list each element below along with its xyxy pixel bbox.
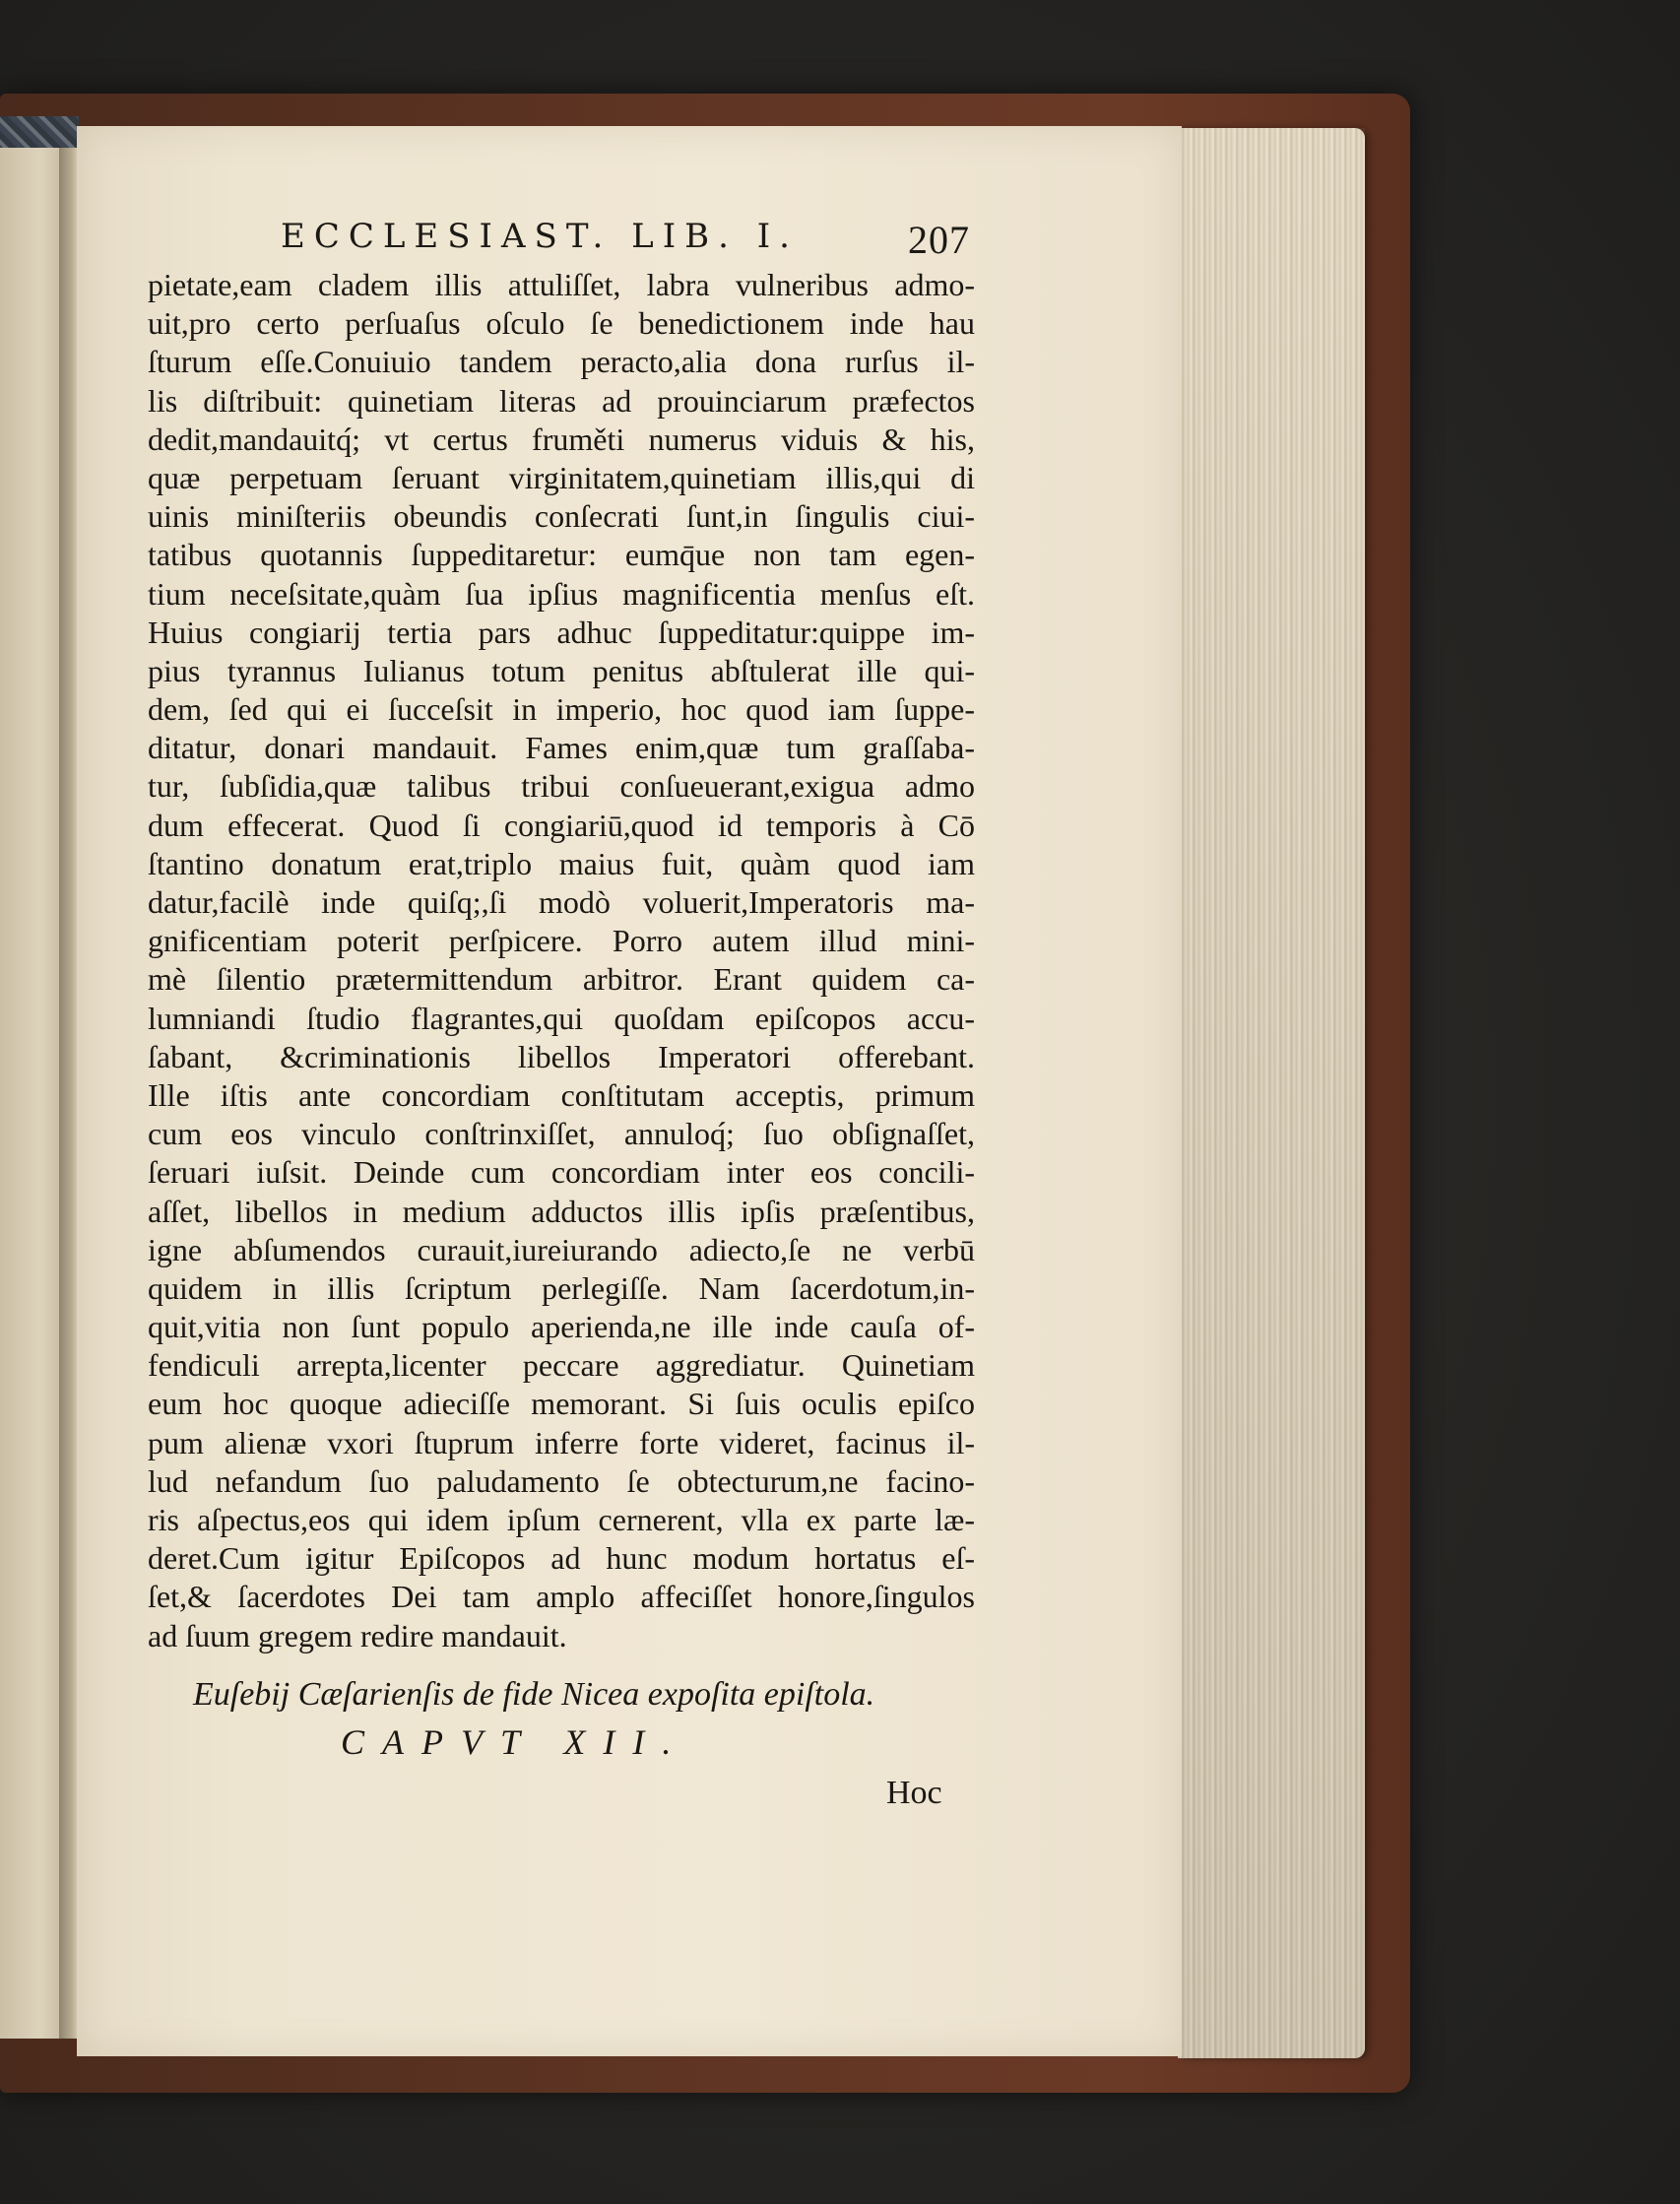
text-line: ſet,& ſacerdotes Dei tam amplo affeciſſet honore,ſingulos [148, 1579, 975, 1615]
text-line: quæ perpetuam ſeruant virginitatem,quinetiam illis,qui di [148, 459, 975, 495]
text-line: Huius congiarij tertia pars adhuc ſuppeditatur:quippe im- [148, 614, 975, 650]
chapter-caption: Euſebij Cæſarienſis de fide Nicea expoſita epiſtola. [193, 1676, 875, 1713]
text-line: dum effecerat. Quod ſi congiariū,quod id temporis à Cō [148, 807, 975, 843]
text-line: pum alienæ vxori ſtuprum inferre forte videret, facinus il- [148, 1424, 975, 1460]
fore-edge-shading [1178, 128, 1365, 2058]
text-line: igne abſumendos curauit,iureiurando adiecto,ſe ne verbū [148, 1231, 975, 1267]
text-line: deret.Cum igitur Epiſcopos ad hunc modum hortatus eſ- [148, 1540, 975, 1577]
text-line: gnificentiam poterit perſpicere. Porro autem illud mini- [148, 923, 975, 959]
text-line: dedit,mandauitq́; vt certus fruměti numerus viduis & his, [148, 421, 975, 457]
text-line: ris aſpectus,eos qui idem ipſum cernerent, vlla ex parte læ- [148, 1502, 975, 1537]
text-line: pietate,eam cladem illis attuliſſet, labra vulneribus admo- [148, 267, 975, 302]
page-number: 207 [908, 218, 970, 262]
text-line: cum eos vinculo conſtrinxiſſet, annuloq́; ſuo obſignaſſet, [148, 1116, 975, 1152]
text-line: Ille iſtis ante concordiam conſtitutam acceptis, primum [148, 1076, 975, 1113]
text-line: ſturum eſſe.Conuiuio tandem peracto,alia dona rurſus il- [148, 344, 975, 380]
left-page-edge [0, 148, 67, 2039]
text-line: dem, ſed qui ei ſucceſsit in imperio, hoc quod iam ſuppe- [148, 691, 975, 728]
text-line: eum hoc quoque adieciſſe memorant. Si ſuis oculis epiſco [148, 1386, 975, 1422]
running-title: ECCLESIAST. LIB. I. [281, 217, 799, 256]
text-line: tur, ſubſidia,quæ talibus tribui conſueuerant,exigua admo [148, 768, 975, 805]
text-line: aſſet, libellos in medium adductos illis ipſis præſentibus, [148, 1193, 975, 1229]
body-text [148, 266, 975, 1655]
text-line: quit,vitia non ſunt populo aperienda,ne ille inde cauſa of- [148, 1309, 975, 1345]
text-line: datur,facilè inde quiſq;,ſi modò voluerit,Imperatoris ma- [148, 884, 975, 920]
text-line: pius tyrannus Iulianus totum penitus abſtulerat ille qui- [148, 652, 975, 688]
text-line: lis diſtribuit: quinetiam literas ad prouinciarum præfectos [148, 382, 975, 419]
text-line: uit,pro certo perſuaſus oſculo ſe benedictionem inde hau [148, 305, 975, 342]
text-line: tium neceſsitate,quàm ſua ipſius magnificentia menſus eſt. [148, 575, 975, 612]
text-line: ſabant, &criminationis libellos Imperatori offerebant. [148, 1038, 975, 1074]
text-line: lumniandi ſtudio flagrantes,qui quoſdam epiſcopos accu- [148, 1000, 975, 1036]
catchword: Hoc [886, 1775, 942, 1811]
chapter-number: CAPVT XII. [341, 1722, 689, 1762]
text-line: mè ſilentio prætermittendum arbitror. Erant quidem ca- [148, 961, 975, 998]
text-line: tatibus quotannis ſuppeditaretur: eumq̄ue non tam egen- [148, 537, 975, 573]
text-line: ditatur, donari mandauit. Fames enim,quæ tum graſſaba- [148, 730, 975, 766]
text-line: quidem in illis ſcriptum perlegiſſe. Nam ſacerdotum,in- [148, 1269, 975, 1306]
text-line: ſtantino donatum erat,triplo maius fuit, quàm quod iam [148, 845, 975, 881]
text-line: ſeruari iuſsit. Deinde cum concordiam inter eos concili- [148, 1154, 975, 1191]
text-line: lud nefandum ſuo paludamento ſe obtecturum,ne facino- [148, 1462, 975, 1499]
text-line: uinis miniſteriis obeundis conſecrati ſunt,in ſingulis ciui- [148, 498, 975, 535]
text-line: fendiculi arrepta,licenter peccare aggrediatur. Quinetiam [148, 1347, 975, 1384]
text-line: ad ſuum gregem redire mandauit. [148, 1617, 567, 1653]
running-header [281, 217, 970, 263]
